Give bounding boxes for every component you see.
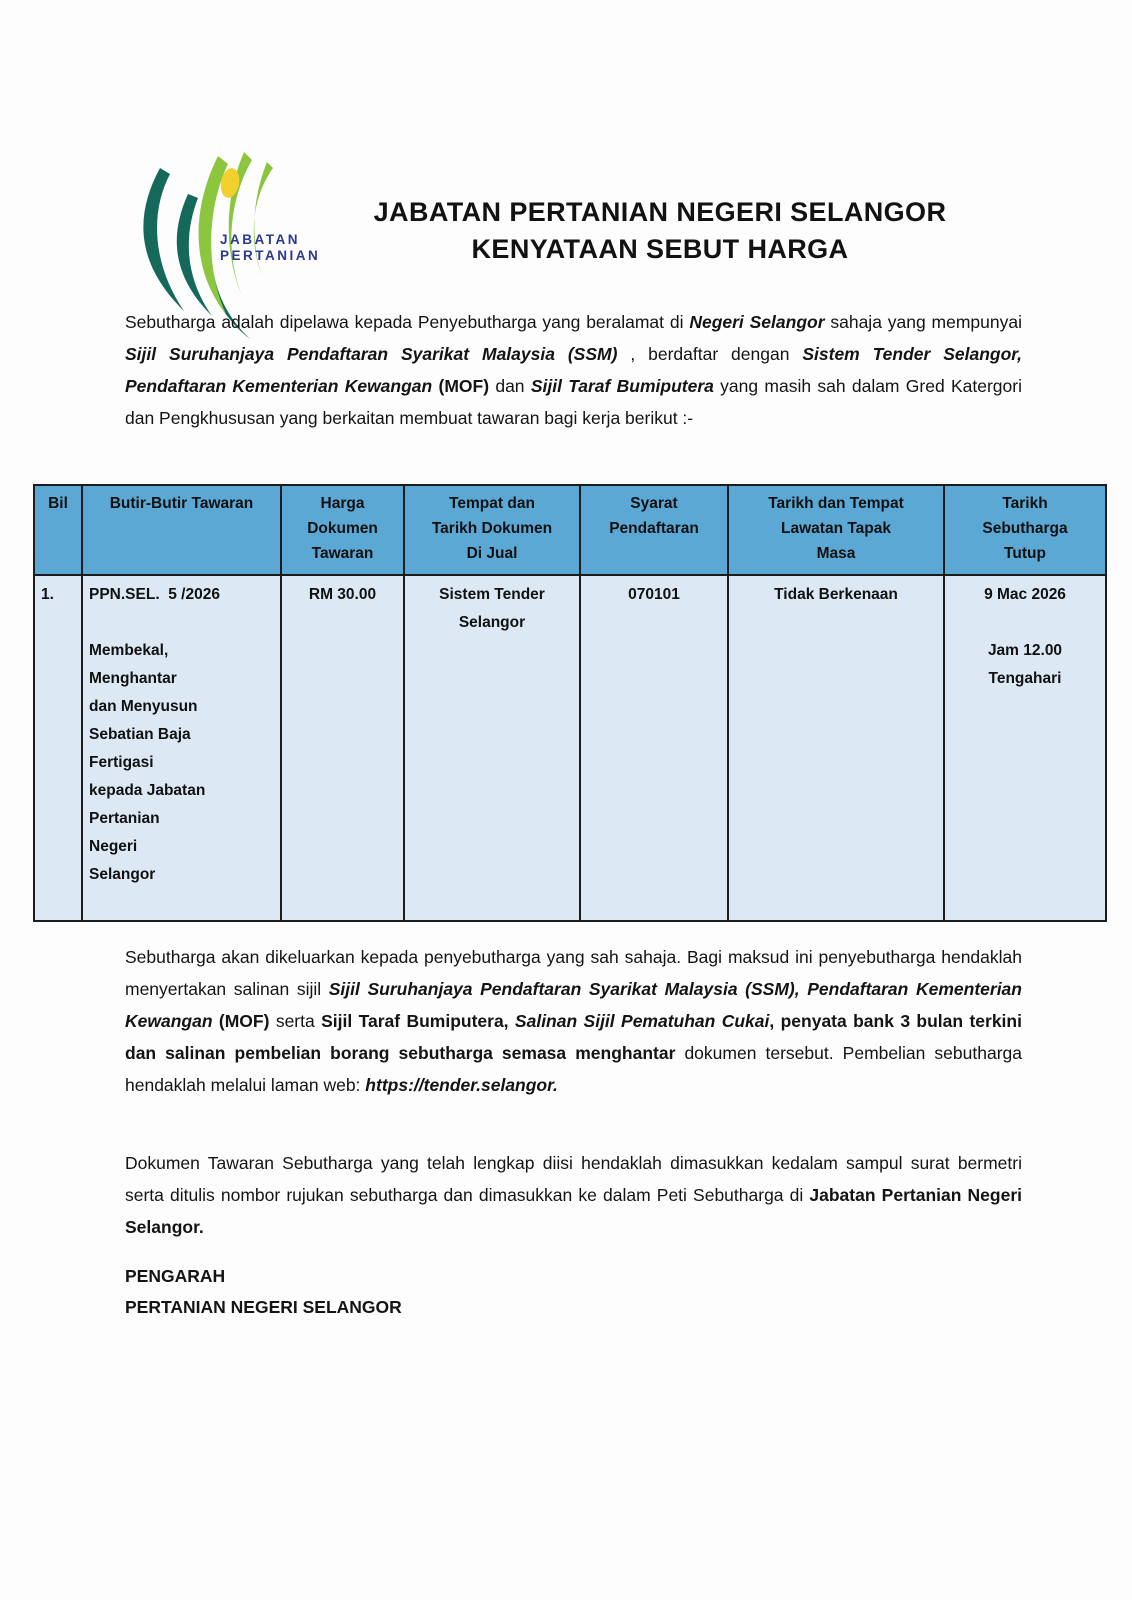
tender-table — [33, 484, 1107, 922]
cell-lawatan-tapak: Tidak Berkenaan — [728, 575, 944, 921]
cell-tarikh-tutup: 9 Mac 2026 Jam 12.00 Tengahari — [944, 575, 1106, 921]
column-header-bil: Bil — [34, 485, 82, 575]
document-title — [310, 194, 1010, 268]
signature-block — [125, 1261, 402, 1323]
signature-department: PERTANIAN NEGERI SELANGOR — [125, 1297, 402, 1317]
cell-bil: 1. — [34, 575, 82, 921]
column-header-tempat-tarikh-dokumen: Tempat dan Tarikh Dokumen Di Jual — [404, 485, 580, 575]
tender-table-row — [34, 575, 1106, 921]
column-header-tarikh-tutup: Tarikh Sebutharga Tutup — [944, 485, 1106, 575]
cell-tempat-dokumen: Sistem Tender Selangor — [404, 575, 580, 921]
tender-table-header-row — [34, 485, 1106, 575]
logo-wordmark-line2: PERTANIAN — [220, 248, 321, 263]
document-title-line1: JABATAN PERTANIAN NEGERI SELANGOR — [373, 197, 947, 227]
intro-paragraph: Sebutharga adalah dipelawa kepada Penyebutharga yang beralamat di Negeri Selangor sahaja yang mempunyai Sijil Suruhanjaya Pendaftaran Syarikat Malaysia (SSM) , berdaftar dengan Sistem Tender Selangor, Pendaftaran Kementerian Kewangan (MOF) dan Sijil Taraf Bumiputera yang masih sah dalam Gred Katergori dan Pengkhususan yang berkaitan membuat tawaran bagi kerja berikut :- — [125, 312, 1023, 428]
cell-harga-dokumen: RM 30.00 — [281, 575, 404, 921]
column-header-lawatan-tapak: Tarikh dan Tempat Lawatan Tapak Masa — [728, 485, 944, 575]
column-header-butir-butir-tawaran: Butir-Butir Tawaran — [82, 485, 281, 575]
logo-wordmark-line1: JABATAN — [220, 232, 300, 247]
document-title-line2: KENYATAAN SEBUT HARGA — [471, 234, 849, 264]
submission-paragraph: Dokumen Tawaran Sebutharga yang telah lengkap diisi hendaklah dimasukkan kedalam sampul surat bermetri serta ditulis nombor rujukan sebutharga dan dimasukkan ke dalam Peti Sebutharga di Jabatan Pertanian Negeri Selangor. — [125, 1153, 1023, 1237]
signature-title: PENGARAH — [125, 1266, 226, 1286]
column-header-syarat-pendaftaran: Syarat Pendaftaran — [580, 485, 728, 575]
column-header-harga-dokumen-tawaran: Harga Dokumen Tawaran — [281, 485, 404, 575]
cell-butir-butir-tawaran: PPN.SEL. 5 /2026 Membekal, Menghantar dan Menyusun Sebatian Baja Fertigasi kepada Jabatan Pertanian Negeri Selangor — [82, 575, 281, 921]
cell-syarat-pendaftaran: 070101 — [580, 575, 728, 921]
logo-wordmark — [220, 232, 320, 264]
terms-paragraph: Sebutharga akan dikeluarkan kepada penyebutharga yang sah sahaja. Bagi maksud ini penyebutharga hendaklah menyertakan salinan sijil Sijil Suruhanjaya Pendaftaran Syarikat Malaysia (SSM), Pendaftaran Kementerian Kewangan (MOF) serta Sijil Taraf Bumiputera, Salinan Sijil Pematuhan Cukai, penyata bank 3 bulan terkini dan salinan pembelian borang sebutharga semasa menghantar dokumen tersebut. Pembelian sebutharga hendaklah melalui laman web: https://tender.selangor. — [125, 947, 1022, 1095]
